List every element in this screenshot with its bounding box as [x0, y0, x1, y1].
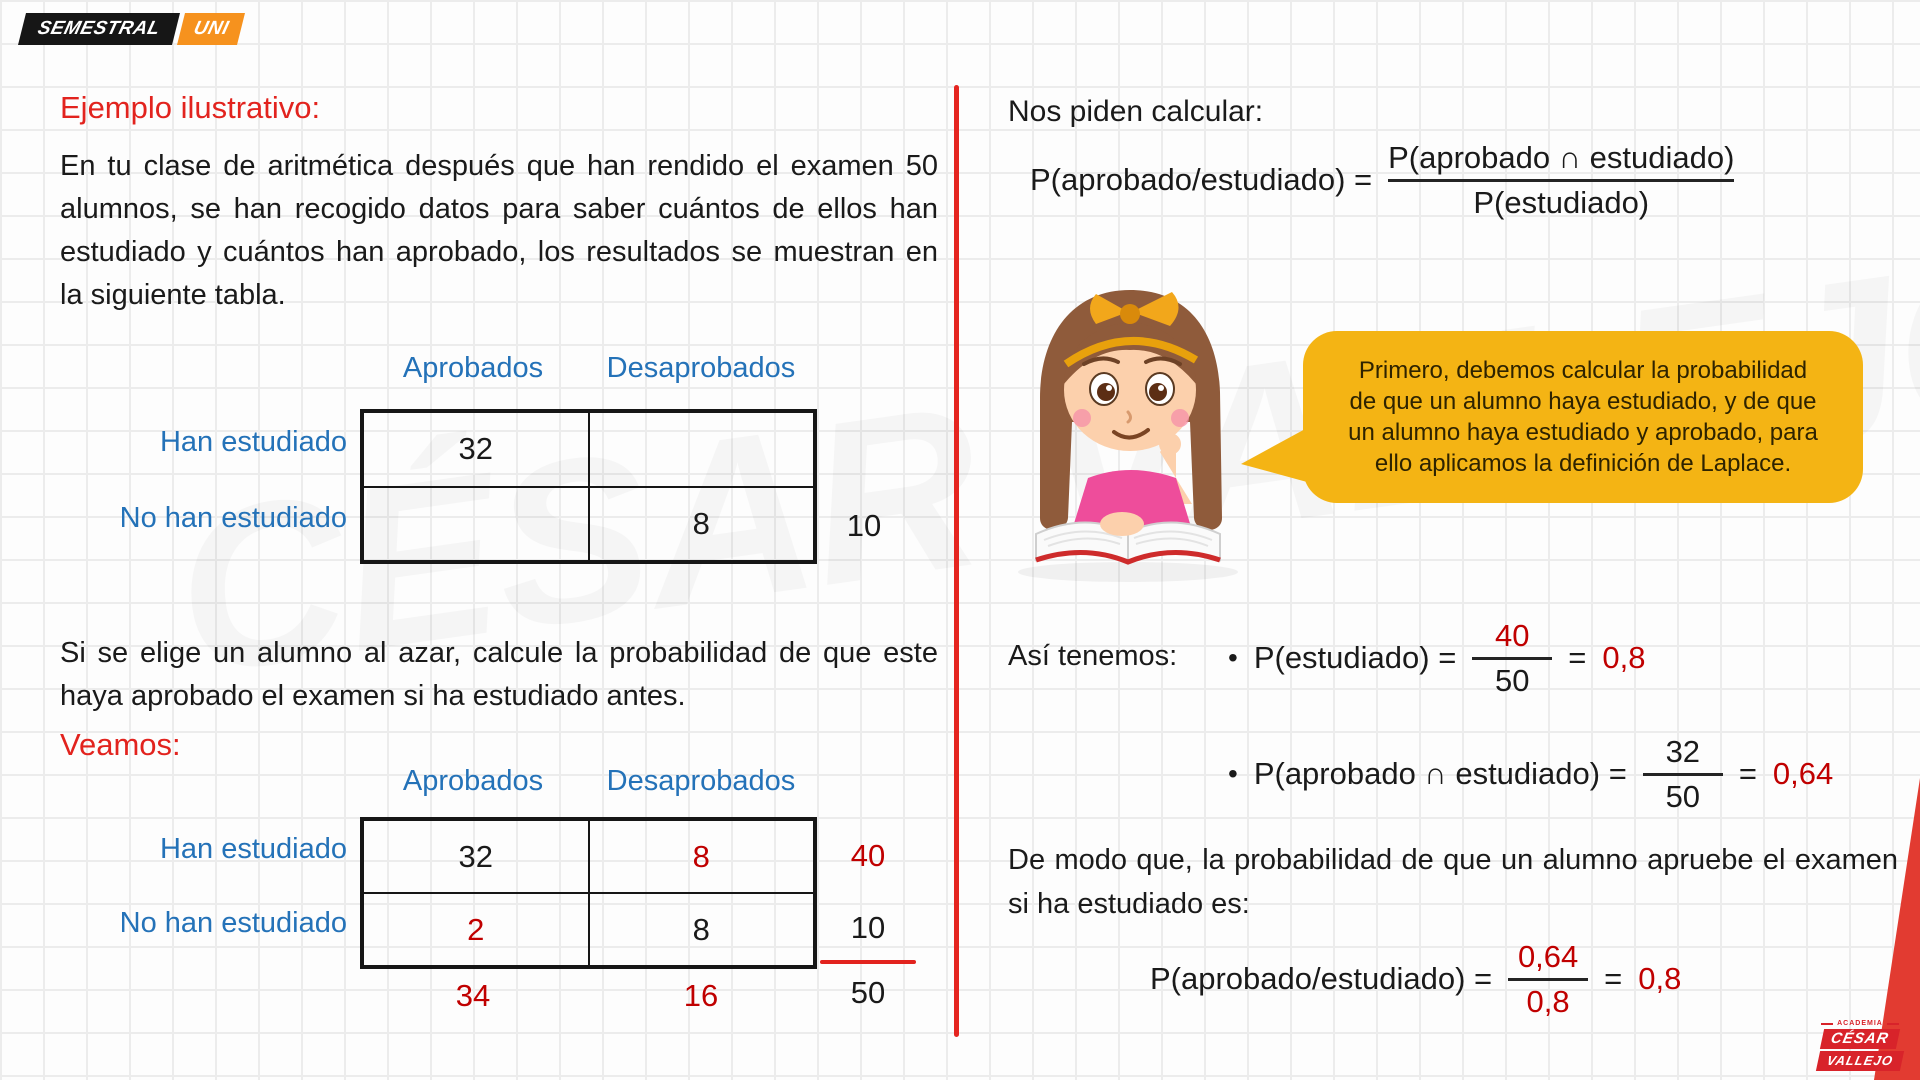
center-divider [954, 85, 959, 1037]
asi-tenemos-label: Así tenemos: [1008, 640, 1178, 672]
vallejo-block [1816, 1051, 1904, 1071]
target-formula-denominator: P(estudiado) [1473, 184, 1650, 220]
table2-header-aprobados: Aprobados [402, 765, 544, 797]
cesar-label: CÉSAR [1829, 1030, 1891, 1047]
cesar-vallejo-logo [1800, 1020, 1920, 1071]
calc1-numerator: 40 [1495, 617, 1530, 653]
question-paragraph: Si se elige un alumno al azar, calcule la probabilidad de que este haya aprobado el examen si ha estudiado antes. [60, 637, 938, 712]
table1-cell-r0c1 [589, 412, 815, 487]
academia-label: ACADEMIA [1837, 1020, 1883, 1027]
calc2-result: 0,64 [1772, 756, 1834, 791]
target-formula-fraction [1388, 140, 1734, 220]
final-formula-fraction [1508, 939, 1588, 1019]
calc-p-aprobado-y-estudiado [1228, 716, 1833, 832]
table1-cell-r0c0: 32 [363, 412, 589, 487]
calc2-fraction [1643, 734, 1723, 814]
speech-bubble-tail [1241, 424, 1307, 486]
final-formula-equals: = [1604, 961, 1623, 996]
table1-row-header-1: No han estudiado [119, 502, 347, 534]
table1-cell-r1c1: 8 [589, 487, 815, 562]
conclusion-paragraph: De modo que, la probabilidad de que un alumno apruebe el examen si ha estudiado es: [1008, 844, 1898, 920]
table1-header-desaprobados: Desaprobados [606, 352, 796, 384]
calc1-equals: = [1568, 640, 1587, 675]
table2-header-desaprobados: Desaprobados [606, 765, 796, 797]
calc1-result: 0,8 [1602, 640, 1646, 675]
calc2-numerator: 32 [1665, 733, 1701, 769]
calc2-equals: = [1738, 756, 1757, 791]
calc1-lhs: P(estudiado) = [1253, 640, 1457, 675]
bullet-icon: • [1228, 642, 1238, 673]
intro-paragraph: En tu clase de aritmética después que han rendido el examen 50 alumnos, se han recogido datos para saber cuántos de ellos han estudiado y cuántos han aprobado, los resultados se muestran en la siguiente tabla. [60, 150, 938, 311]
calc2-denominator: 50 [1665, 778, 1701, 814]
table2-row-header-0: Han estudiado [159, 833, 347, 865]
final-formula-numerator: 0,64 [1517, 938, 1579, 974]
table1-cell-r1c0 [363, 487, 589, 562]
target-formula [1030, 140, 1734, 220]
logo-semestral-label: SEMESTRAL [35, 18, 163, 39]
logo-semestral-block [18, 13, 180, 45]
speech-bubble: Primero, debemos calcular la probabilidad de que un alumno haya estudiado, y de que un alumno haya estudiado y aprobado, para ello aplicamos la definición de Laplace. [1303, 331, 1863, 503]
vallejo-label: VALLEJO [1825, 1053, 1895, 1068]
final-formula-lhs: P(aprobado/estudiado) = [1150, 961, 1493, 996]
target-formula-lhs: P(aprobado/estudiado) = [1030, 162, 1373, 198]
grand-total-rule [820, 960, 916, 964]
example-heading: Ejemplo ilustrativo: [60, 90, 321, 125]
dash-decoration [1887, 1023, 1899, 1025]
right-heading: Nos piden calcular: [1008, 95, 1264, 128]
final-formula-denominator: 0,8 [1526, 983, 1570, 1019]
fraction-bar [1508, 978, 1588, 981]
target-formula-numerator: P(aprobado ∩ estudiado) [1388, 140, 1735, 175]
table2-col-total-1: 16 [683, 978, 719, 1013]
table2 [360, 817, 817, 969]
table2-cell-r0c1: 8 [589, 820, 815, 893]
cesar-block [1820, 1029, 1900, 1049]
bullet-icon: • [1228, 758, 1238, 789]
table2-col-total-0: 34 [455, 978, 491, 1013]
final-formula [1150, 924, 1681, 1034]
calc1-denominator: 50 [1495, 662, 1530, 698]
calc2-lhs: P(aprobado ∩ estudiado) = [1253, 756, 1627, 791]
table2-row-total-1: 10 [850, 910, 886, 945]
fraction-bar [1472, 657, 1552, 660]
calc-p-estudiado [1228, 600, 1646, 716]
table1-header-aprobados: Aprobados [402, 352, 544, 384]
fraction-bar [1388, 179, 1734, 182]
girl-student-illustration [1000, 272, 1265, 587]
logo-uni-block [177, 13, 245, 45]
table1 [360, 409, 817, 564]
table2-row-header-1: No han estudiado [119, 907, 347, 939]
table2-cell-r0c0: 32 [363, 820, 589, 893]
dash-decoration [1821, 1023, 1833, 1025]
table1-row-header-0: Han estudiado [159, 426, 347, 458]
academia-caption [1800, 1020, 1920, 1027]
table2-row-total-0: 40 [850, 838, 886, 873]
veamos-heading: Veamos: [60, 727, 181, 762]
table1-outside-total: 10 [846, 508, 882, 543]
logo-uni-label: UNI [191, 18, 231, 39]
table2-cell-r1c0: 2 [363, 893, 589, 966]
fraction-bar [1643, 773, 1723, 776]
semestral-uni-logo [22, 13, 241, 45]
final-formula-result: 0,8 [1638, 961, 1682, 996]
table2-cell-r1c1: 8 [589, 893, 815, 966]
table2-grand-total: 50 [850, 975, 886, 1010]
calc1-fraction [1472, 618, 1552, 698]
